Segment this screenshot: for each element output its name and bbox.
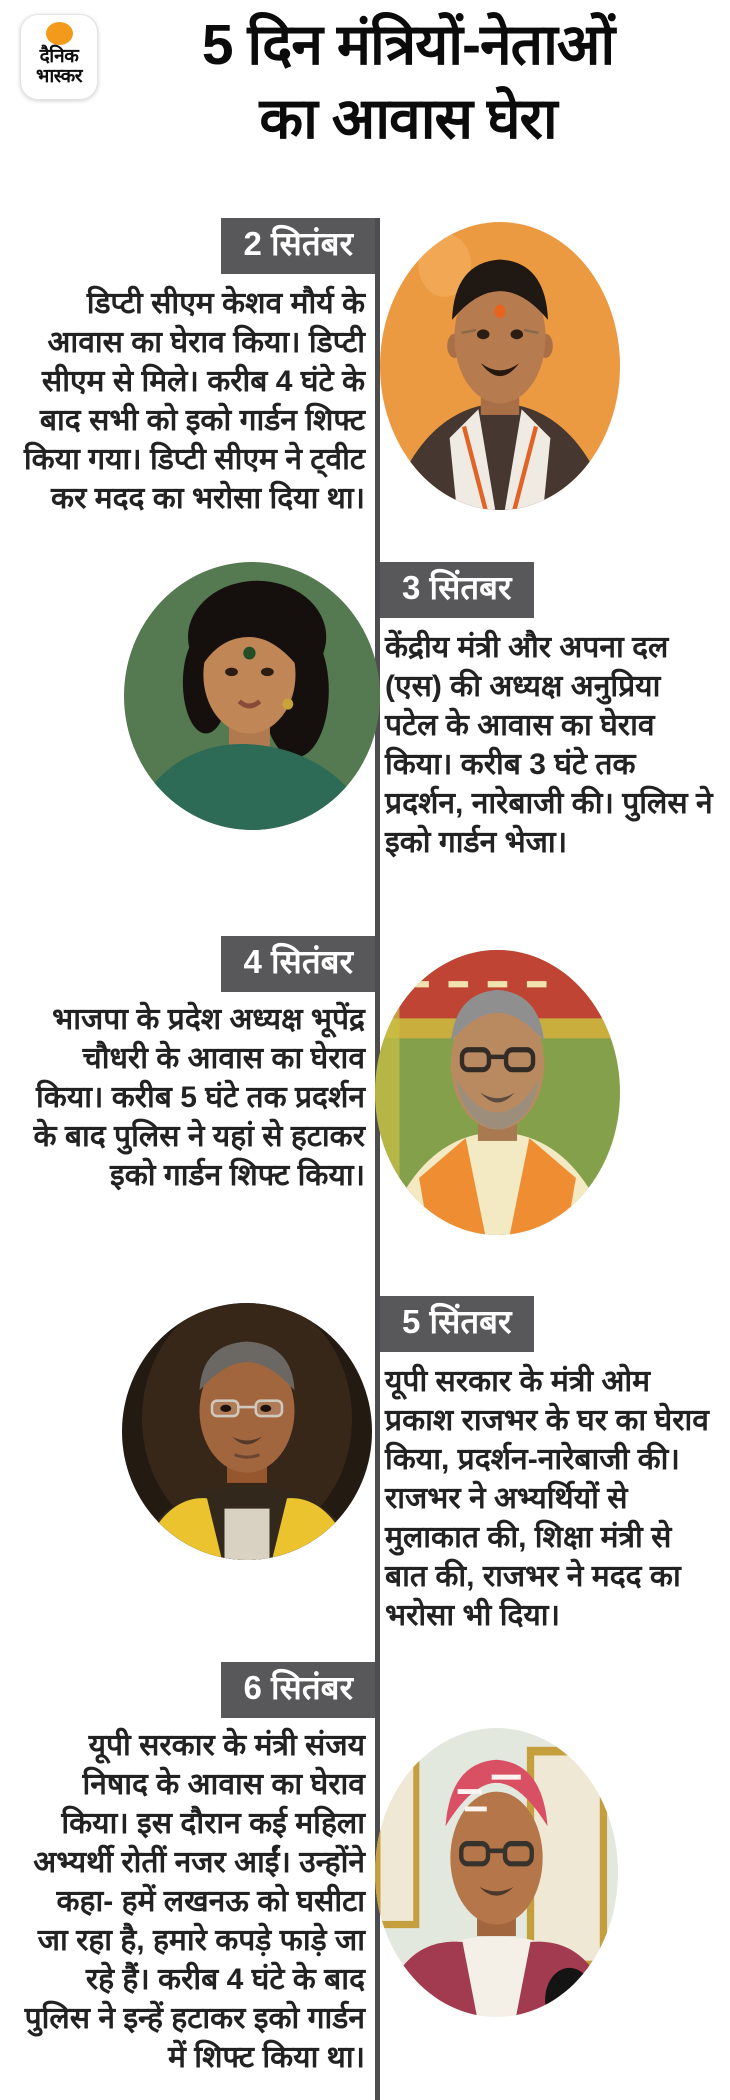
portrait-photo — [375, 1728, 618, 2017]
date-badge: 5 सिंतबर — [380, 1296, 534, 1352]
date-badge: 6 सितंबर — [221, 1662, 375, 1718]
portrait-photo — [375, 950, 620, 1235]
date-badge: 3 सिंतबर — [380, 562, 534, 618]
page-title — [96, 8, 720, 156]
entry-text: यूपी सरकार के मंत्री संजय निषाद के आवास का घेराव किया। इस दौरान कई महिला अभ्यर्थी रोतीं नजर आईं। उन्होंने कहा- हमें लखनऊ को घसीटा जा रहा है, हमारे कपड़े फाड़े जा रहे हैं। करीब 4 घंटे के बाद पुलिस ने इन्हें हटाकर इको गार्डन में शिफ्ट किया था। — [24, 1729, 365, 2074]
logo-text-line2: भास्कर — [35, 66, 83, 88]
date-badge: 4 सितंबर — [221, 936, 375, 992]
date-badge: 2 सितंबर — [221, 218, 375, 274]
portrait-photo — [124, 562, 380, 830]
dainik-bhaskar-logo — [20, 14, 98, 100]
logo-text-line1: दैनिक — [39, 46, 79, 67]
timeline-line — [375, 218, 380, 2100]
portrait-photo — [380, 222, 620, 510]
entry-text: भाजपा के प्रदेश अध्यक्ष भूपेंद्र चौधरी के आवास का घेराव किया। करीब 5 घंटे तक प्रदर्शन के बाद पुलिस ने यहां से हटाकर इको गार्डन शिफ्ट किया। — [33, 1003, 365, 1192]
portrait-photo — [122, 1303, 372, 1560]
page-title-line-2: का आवास घेरा — [259, 87, 557, 152]
logo-sun-icon — [46, 22, 73, 45]
entry-text: केंद्रीय मंत्री और अपना दल (एस) की अध्यक्ष अनुप्रिया पटेल के आवास का घेराव किया। करीब 3 घंटे तक प्रदर्शन, नारेबाजी की। पुलिस ने इको गार्डन भेजा। — [385, 631, 713, 859]
page-title-line-1: 5 दिन मंत्रियों-नेताओं — [201, 13, 615, 77]
entry-text: यूपी सरकार के मंत्री ओम प्रकाश राजभर के घर का घेराव किया, प्रदर्शन-नारेबाजी की। राजभर ने अभ्यर्थियों से मुलाकात की, शिक्षा मंत्री से बात की, राजभर ने मदद का भरोसा भी दिया। — [385, 1365, 709, 1632]
entry-text: डिप्टी सीएम केशव मौर्य के आवास का घेराव किया। डिप्टी सीएम से मिले। करीब 4 घंटे के बाद सभी को इको गार्डन शिफ्ट किया गया। डिप्टी सीएम ने ट्वीट कर मदद का भरोसा दिया था। — [23, 287, 365, 515]
